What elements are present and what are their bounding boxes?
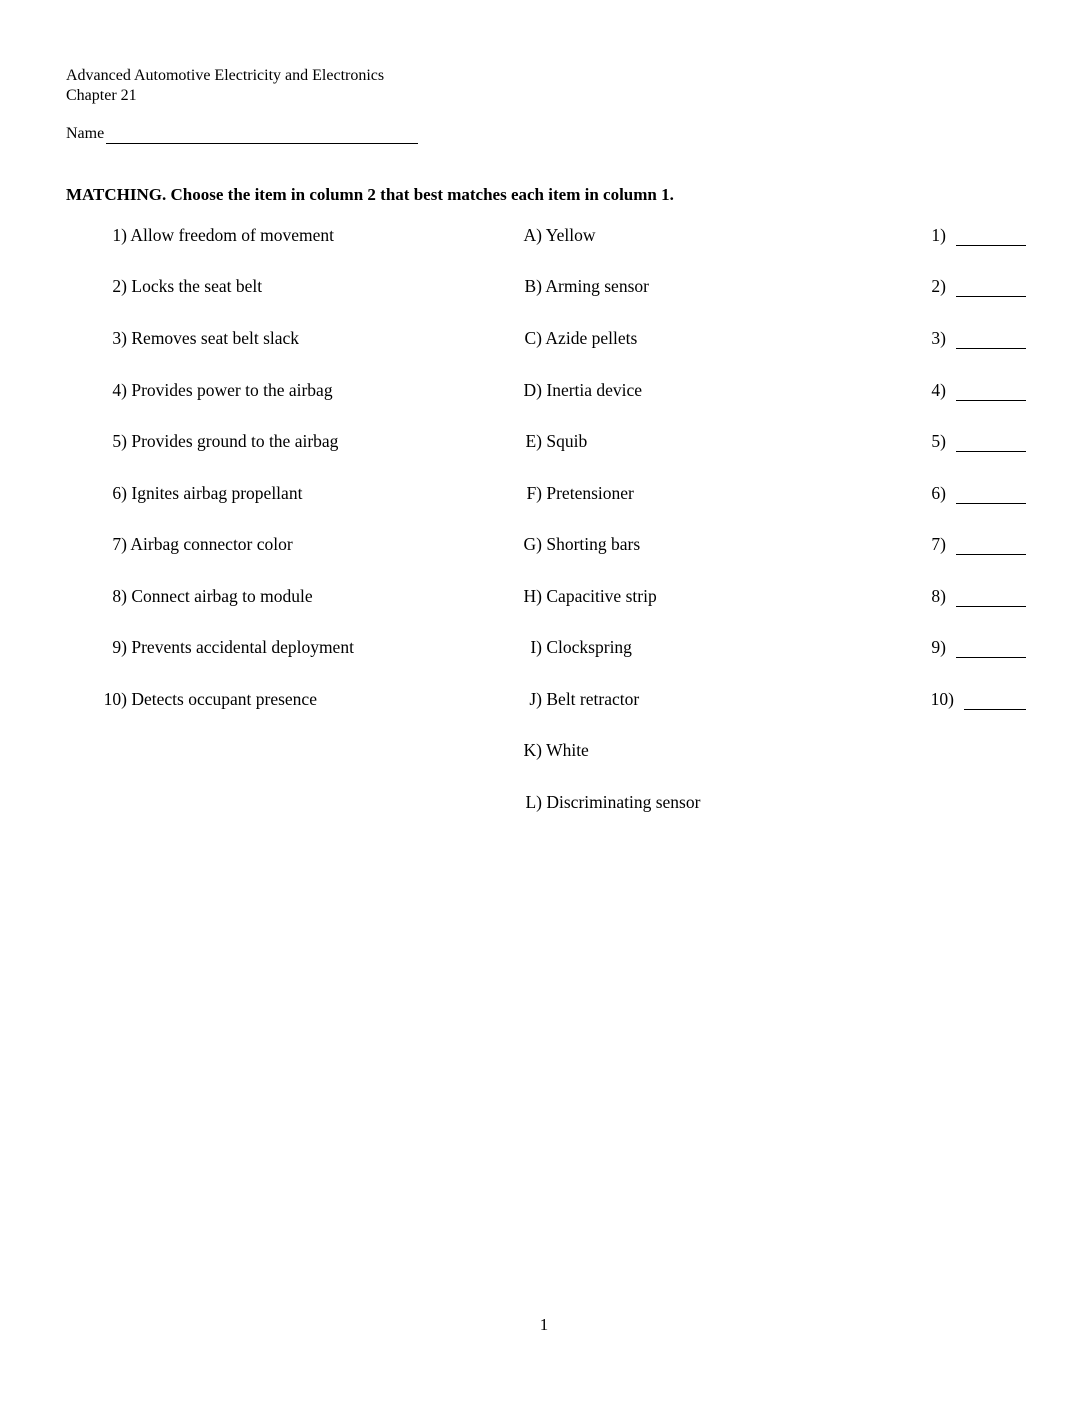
name-label: Name — [66, 125, 105, 142]
column1-text: Allow freedom of movement — [130, 225, 335, 245]
column2-letter: L) — [525, 792, 542, 812]
answer-number: 10) — [930, 689, 954, 709]
column1-text: Detects occupant presence — [131, 689, 317, 709]
answer-number: 6) — [931, 483, 946, 503]
answer-blank[interactable] — [956, 534, 1026, 555]
column1-number: 9) — [112, 637, 127, 657]
column2-item — [516, 533, 776, 555]
column2-item — [516, 379, 776, 401]
answer-blank[interactable] — [956, 586, 1026, 607]
answer-blank[interactable] — [956, 276, 1026, 297]
column1-number: 5) — [112, 431, 127, 451]
column1-text: Provides power to the airbag — [131, 380, 333, 400]
column1-text: Locks the seat belt — [131, 276, 263, 296]
column1-item — [97, 430, 397, 452]
answer-row — [900, 482, 1026, 504]
column2-letter: F) — [526, 483, 542, 503]
course-title: Advanced Automotive Electricity and Electronics — [66, 67, 385, 84]
column1-text: Ignites airbag propellant — [131, 483, 303, 503]
answer-number: 3) — [931, 328, 946, 348]
answer-row — [900, 430, 1026, 452]
column1-text: Removes seat belt slack — [131, 328, 300, 348]
column1-item — [97, 482, 397, 504]
answer-number: 4) — [931, 380, 946, 400]
page-number: 1 — [539, 1315, 549, 1334]
answer-number: 1) — [931, 225, 946, 245]
answer-blank[interactable] — [956, 431, 1026, 452]
answer-row — [900, 327, 1026, 349]
column2-item — [516, 482, 776, 504]
column1-item — [97, 275, 397, 297]
column1-item — [97, 636, 397, 658]
answer-row — [900, 224, 1026, 246]
column1-text: Airbag connector color — [130, 534, 293, 554]
answer-row — [900, 688, 1026, 710]
column2-text: Inertia device — [546, 380, 643, 400]
answer-number: 5) — [931, 431, 946, 451]
column2-item — [516, 275, 776, 297]
column2-text: Pretensioner — [546, 483, 634, 503]
column1-text: Connect airbag to module — [131, 586, 313, 606]
column2-text: Discriminating sensor — [546, 792, 701, 812]
column2-item — [516, 791, 776, 813]
column1-item — [97, 224, 397, 246]
column2-item — [516, 688, 776, 710]
column1-text: Provides ground to the airbag — [131, 431, 339, 451]
column2-text: White — [546, 740, 589, 760]
answer-blank[interactable] — [956, 380, 1026, 401]
column2-letter: E) — [525, 431, 542, 451]
column2-letter: G) — [523, 534, 542, 554]
column2-item — [516, 739, 776, 761]
column1-number: 10) — [103, 689, 127, 709]
column1-number: 2) — [112, 276, 127, 296]
answer-blank[interactable] — [956, 328, 1026, 349]
column1-number: 6) — [112, 483, 127, 503]
column1-number: 8) — [112, 586, 127, 606]
column1-item — [97, 327, 397, 349]
column2-letter: K) — [523, 740, 542, 760]
answer-row — [900, 379, 1026, 401]
column2-text: Clockspring — [546, 637, 632, 657]
instructions: MATCHING. Choose the item in column 2 that best matches each item in column 1. — [66, 185, 674, 204]
answer-number: 8) — [931, 586, 946, 606]
answer-blank[interactable] — [956, 637, 1026, 658]
column2-text: Capacitive strip — [546, 586, 657, 606]
column2-letter: J) — [529, 689, 542, 709]
answer-blank[interactable] — [964, 689, 1026, 710]
column1-number: 4) — [112, 380, 127, 400]
column1-item — [97, 585, 397, 607]
column1-item — [97, 379, 397, 401]
column2-text: Azide pellets — [545, 328, 638, 348]
column1-text: Prevents accidental deployment — [131, 637, 354, 657]
column2-letter: H) — [523, 586, 542, 606]
answer-blank[interactable] — [956, 225, 1026, 246]
column2-item — [516, 224, 776, 246]
column1-item — [97, 533, 397, 555]
answer-blank[interactable] — [956, 483, 1026, 504]
column2-text: Arming sensor — [545, 276, 649, 296]
column1-number: 7) — [112, 534, 127, 554]
column2-text: Squib — [546, 431, 588, 451]
column2-letter: D) — [523, 380, 542, 400]
column2-item — [516, 636, 776, 658]
column1-number: 1) — [112, 225, 127, 245]
column1-item — [97, 688, 397, 710]
column2-letter: C) — [524, 328, 542, 348]
column1-number: 3) — [112, 328, 127, 348]
chapter-label: Chapter 21 — [66, 87, 137, 104]
column2-item — [516, 430, 776, 452]
column2-letter: I) — [530, 637, 542, 657]
answer-row — [900, 636, 1026, 658]
answer-row — [900, 533, 1026, 555]
column2-text: Shorting bars — [546, 534, 641, 554]
column2-letter: B) — [524, 276, 542, 296]
answer-number: 7) — [931, 534, 946, 554]
column2-item — [516, 327, 776, 349]
column2-letter: A) — [523, 225, 542, 245]
answer-number: 9) — [931, 637, 946, 657]
name-field[interactable] — [106, 125, 418, 144]
column2-text: Yellow — [545, 225, 596, 245]
column2-text: Belt retractor — [546, 689, 640, 709]
answer-row — [900, 585, 1026, 607]
name-row — [66, 124, 418, 144]
column2-item — [516, 585, 776, 607]
answer-row — [900, 275, 1026, 297]
answer-number: 2) — [931, 276, 946, 296]
